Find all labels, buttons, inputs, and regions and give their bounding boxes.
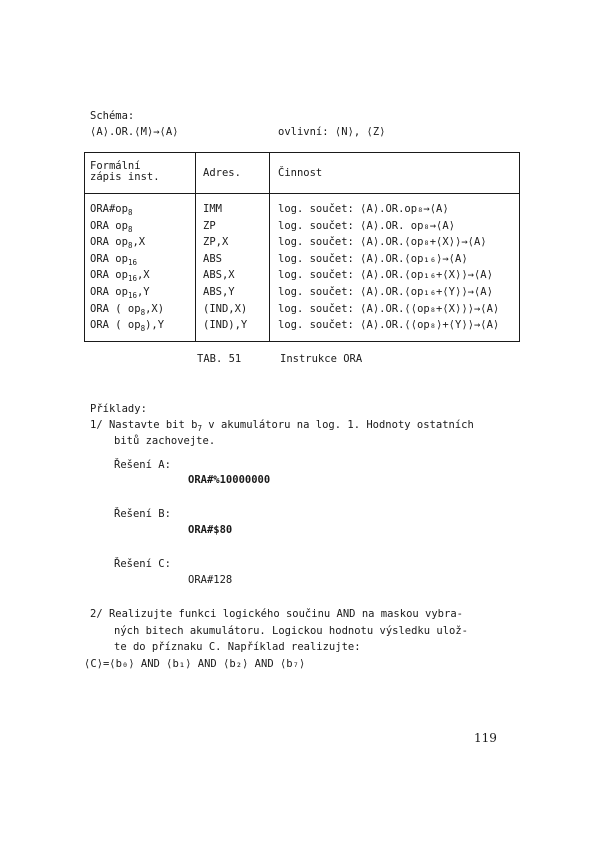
activity-description: log. součet: ⟨A⟩.OR. op₈→⟨A⟩ xyxy=(278,219,456,232)
address-mode: ZP,X xyxy=(203,236,229,249)
example-2-line-2: ných bitech akumulátoru. Logickou hodnotu výsledku ulož- xyxy=(114,625,469,637)
header-formal-line2: zápis inst. xyxy=(90,171,160,183)
example-2-formula: ⟨C⟩=⟨b₀⟩ AND ⟨b₁⟩ AND ⟨b₂⟩ AND ⟨b₇⟩ xyxy=(84,658,306,670)
solution-c-label: Řešení C: xyxy=(114,558,171,570)
formal-notation: ORA $op_8$ xyxy=(90,219,133,234)
address-mode: IMM xyxy=(203,203,222,215)
table-row xyxy=(85,269,519,286)
schema-formula: ⟨A⟩.OR.⟨M⟩→⟨A⟩ xyxy=(90,126,179,138)
solution-c-code: ORA#128 xyxy=(188,574,233,586)
table-row xyxy=(85,319,519,336)
formal-notation: ORA ( $op_8,X$) xyxy=(90,302,165,317)
ora-instruction-table xyxy=(84,152,520,342)
address-mode: ABS,Y xyxy=(203,286,235,298)
example-2-line-3: te do příznaku C. Například realizujte: xyxy=(114,641,361,653)
activity-description: log. součet: ⟨A⟩.OR.⟨op₁₆+⟨X⟩⟩→⟨A⟩ xyxy=(278,269,493,282)
header-address: Adres. xyxy=(203,167,241,179)
address-mode: ZP xyxy=(203,219,216,232)
address-mode: (IND),Y xyxy=(203,319,248,332)
solution-b-label: Řešení B: xyxy=(114,508,171,520)
formal-notation: ORA $op_8,X$ xyxy=(90,236,146,251)
schema-title: Schéma: xyxy=(90,110,135,122)
schema-affects: ovlivní: ⟨N⟩, ⟨Z⟩ xyxy=(278,126,386,138)
table-row xyxy=(85,236,519,253)
table-row xyxy=(85,220,519,237)
formal-notation: ORA $op_{16},X$ xyxy=(90,269,150,284)
address-mode: ABS xyxy=(203,252,222,265)
header-activity: Činnost xyxy=(278,167,323,179)
examples-heading: Příklady: xyxy=(90,403,147,415)
activity-description: log. součet: ⟨A⟩.OR.⟨op₁₆⟩→⟨A⟩ xyxy=(278,252,468,265)
example-2-line-1: 2/ Realizujte funkci logického součinu AND na maskou vybra- xyxy=(90,608,463,620)
activity-description: log. součet: ⟨A⟩.OR.⟨op₈+⟨X⟩⟩→⟨A⟩ xyxy=(278,236,487,249)
table-row xyxy=(85,203,519,220)
solution-a-code: ORA#%10000000 xyxy=(188,474,271,486)
formal-notation: ORA ( $op_8),Y$ xyxy=(90,319,165,334)
address-mode: ABS,X xyxy=(203,269,235,282)
solution-a-label: Řešení A: xyxy=(114,459,171,471)
formal-notation: $ORA\#op_8$ xyxy=(90,203,133,217)
table-caption-label: TAB. 51 xyxy=(197,353,242,365)
table-row xyxy=(85,303,519,320)
header-formal-line1: Formální xyxy=(90,160,141,172)
solution-b-code: ORA#$80 xyxy=(188,524,233,536)
example-1-line-1: 1/ Nastavte bit $b_7$ v akumulátoru na log. 1. Hodnoty ostatních xyxy=(90,419,474,433)
activity-description: log. součet: ⟨A⟩.OR.⟨⟨op₈⟩+⟨Y⟩⟩→⟨A⟩ xyxy=(278,319,500,332)
header-divider xyxy=(85,193,519,194)
example-1-line-2: bitů zachovejte. xyxy=(114,435,216,447)
activity-description: log. součet: ⟨A⟩.OR.op₈→⟨A⟩ xyxy=(278,203,449,215)
page-number: 119 xyxy=(474,731,497,745)
table-row xyxy=(85,253,519,270)
table-row xyxy=(85,286,519,303)
table-caption-text: Instrukce ORA xyxy=(280,353,363,365)
formal-notation: ORA $op_{16}$ xyxy=(90,252,137,267)
activity-description: log. součet: ⟨A⟩.OR.⟨⟨op₈+⟨X⟩⟩⟩→⟨A⟩ xyxy=(278,302,500,315)
address-mode: (IND,X) xyxy=(203,302,248,315)
activity-description: log. součet: ⟨A⟩.OR.⟨op₁₆+⟨Y⟩⟩→⟨A⟩ xyxy=(278,286,493,298)
formal-notation: ORA $op_{16},Y$ xyxy=(90,286,150,300)
